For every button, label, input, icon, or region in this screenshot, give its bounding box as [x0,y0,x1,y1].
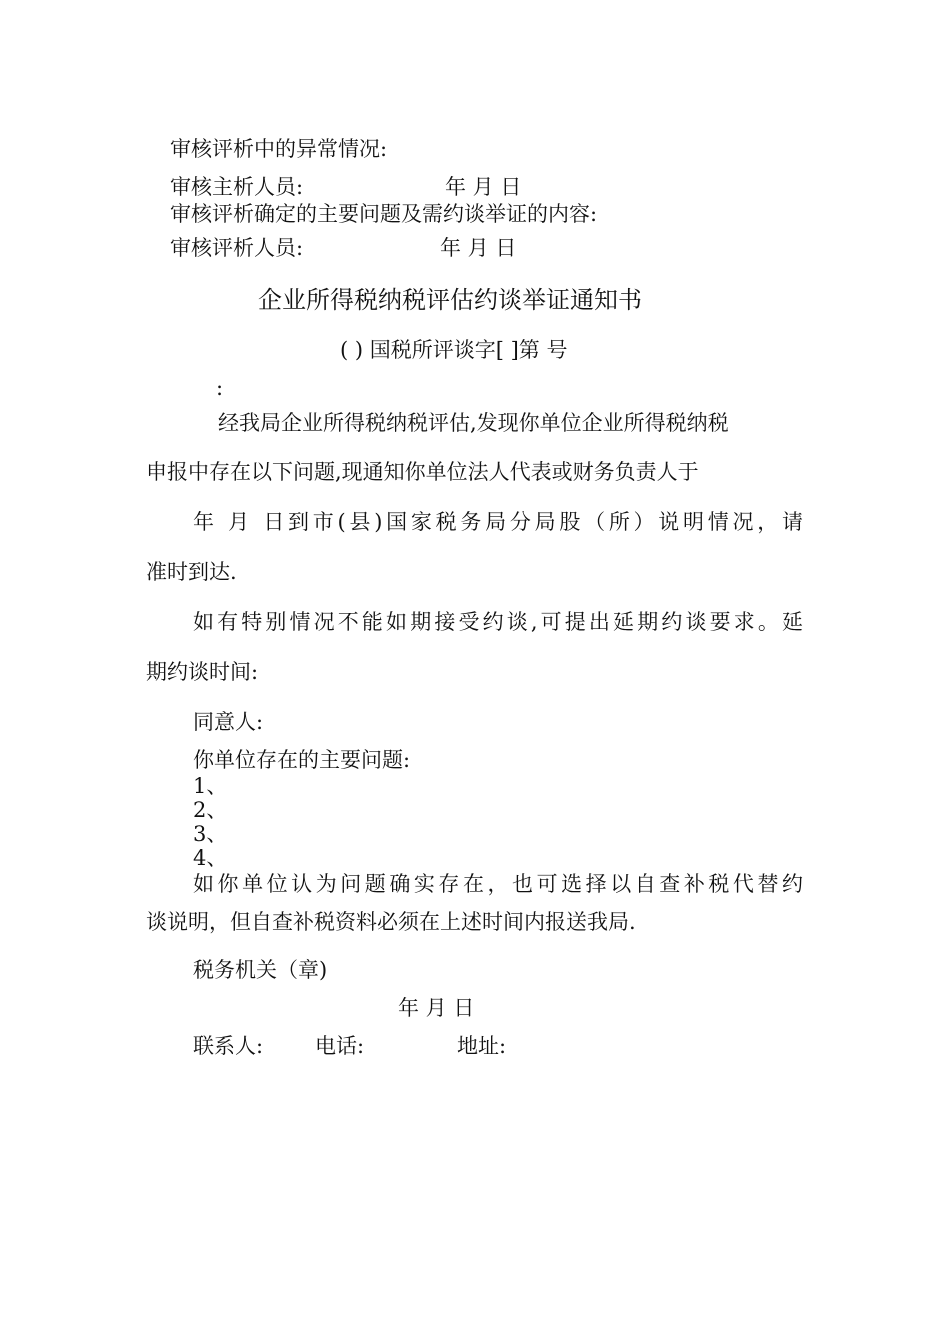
phone-label: 电话: [315,1034,365,1058]
contact-label: 联系人: [193,1034,264,1058]
para3-line1-wrap [193,612,803,633]
para1-line2: 申报中存在以下问题,现通知你单位法人代表或财务负责人于 [146,460,699,484]
para2-line1: 年 月 日到市(县)国家税务局分局股（所）说明情况，请 [193,510,803,534]
address-label: 地址: [457,1034,507,1058]
para2-line1-wrap [193,512,803,533]
main-reviewer-date: 年 月 日 [445,175,522,199]
problem-item: 3、 [193,822,228,846]
self-check-line1: 如你单位认为问题确实存在，也可选择以自查补税代替约 [193,872,803,896]
doc-number: ( ) 国税所评谈字[ ]第 号 [340,338,568,362]
addressee: : [216,376,224,400]
authority-seal: 税务机关（章) [193,958,328,982]
self-check-line2: 谈说明，但自查补税资料必须在上述时间内报送我局. [146,910,636,934]
abnormal-label: 审核评析中的异常情况: [170,137,388,161]
review-content-label: 审核评析确定的主要问题及需约谈举证的内容: [170,202,598,226]
self-check-line1-wrap [193,874,803,895]
para1-line1: 经我局企业所得税纳税评估,发现你单位企业所得税纳税 [218,411,729,435]
notice-title: 企业所得税纳税评估约谈举证通知书 [258,286,642,314]
problem-item: 4、 [193,846,228,870]
para2-line2: 准时到达. [146,560,237,584]
problem-item: 2、 [193,798,228,822]
reviewer-label: 审核评析人员: [170,236,304,260]
para3-line2: 期约谈时间: [146,660,259,684]
problems-label: 你单位存在的主要问题: [193,748,411,772]
reviewer-date: 年 月 日 [440,236,517,260]
main-reviewer-label: 审核主析人员: [170,175,304,199]
consenter-label: 同意人: [193,710,264,734]
sign-date: 年 月 日 [398,996,475,1020]
para3-line1: 如有特别情况不能如期接受约谈,可提出延期约谈要求。延 [193,610,803,634]
problem-item: 1、 [193,774,228,798]
